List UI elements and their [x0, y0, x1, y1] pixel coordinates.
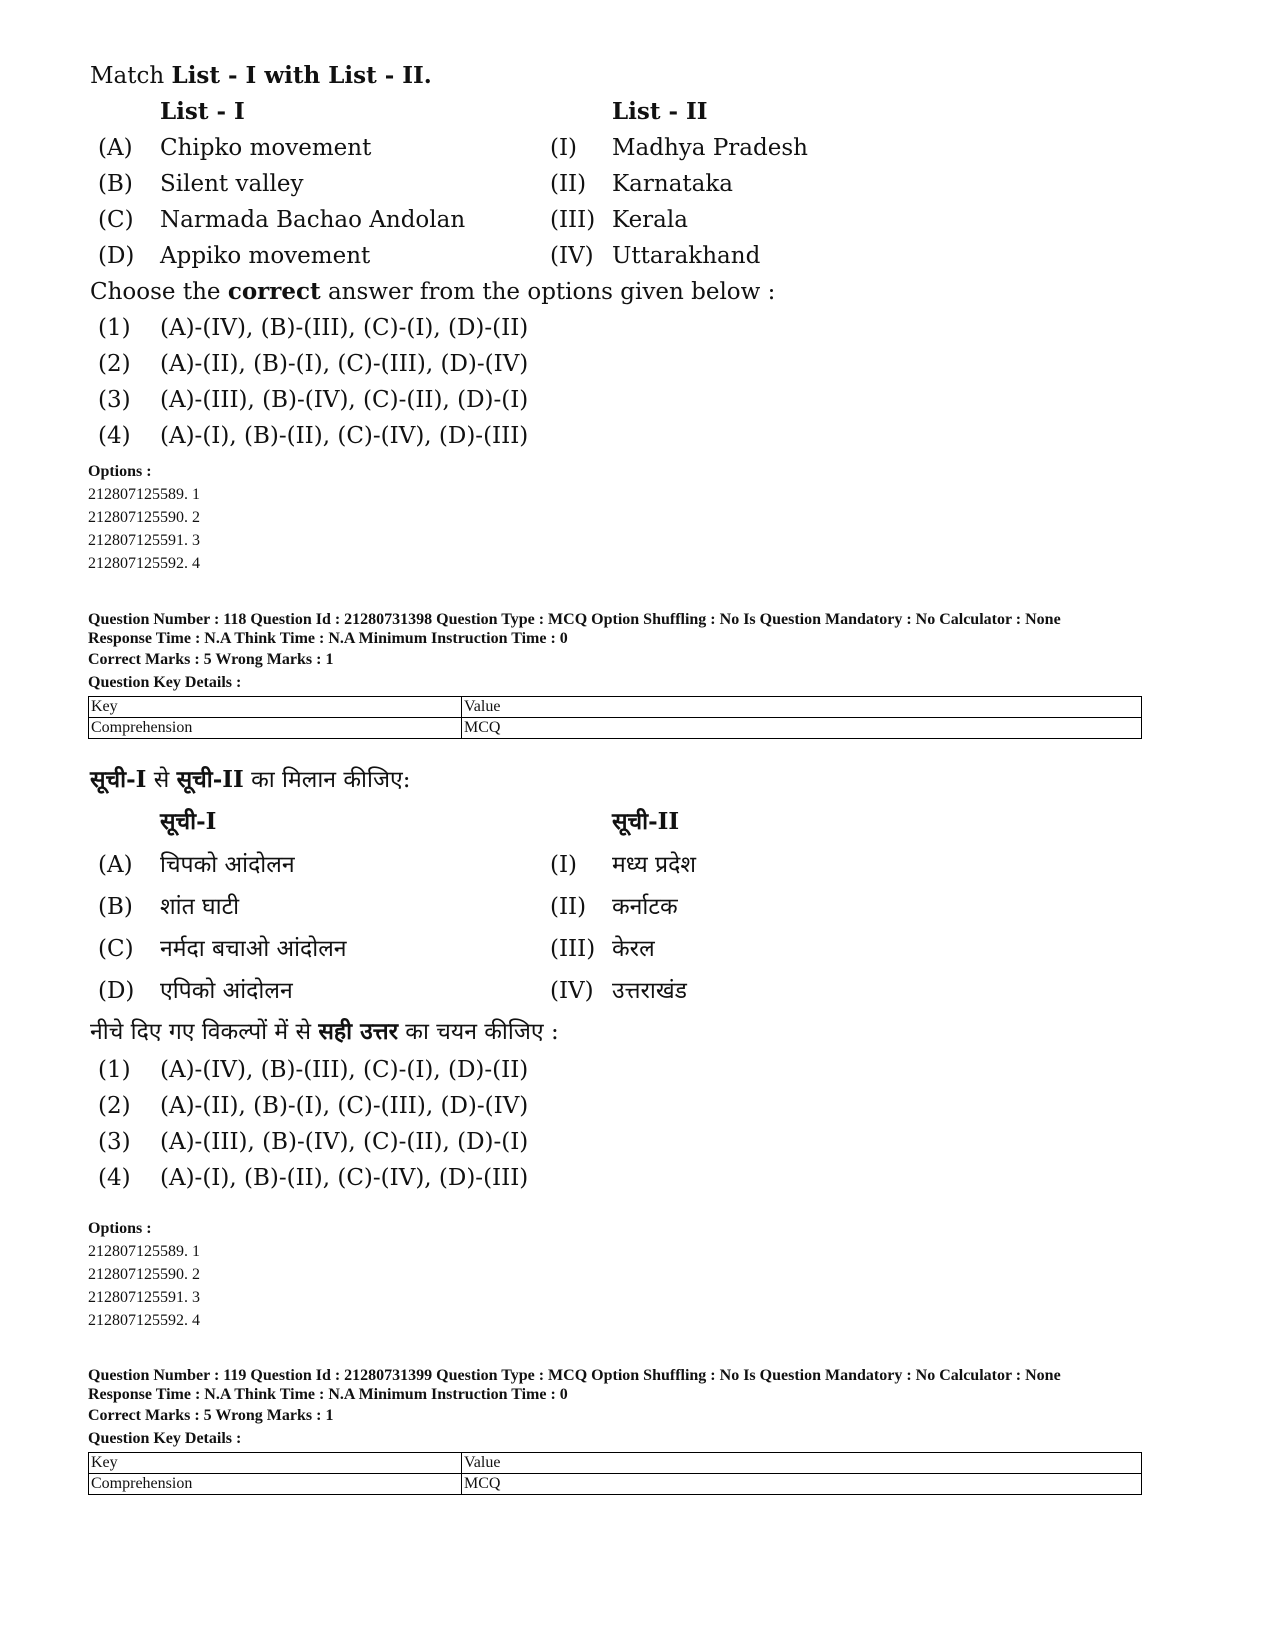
list-2-item: Kerala: [612, 207, 688, 233]
answer-number: (2): [98, 1093, 131, 1119]
question-header-line: Question Number : 118 Question Id : 21280731398 Question Type : MCQ Option Shuffling : No Is Question Mandatory : No Calculator : None: [88, 611, 1061, 628]
answer-number: (4): [98, 423, 131, 449]
choose-prefix: Choose the: [90, 279, 228, 305]
options-label: Options :: [88, 1220, 152, 1237]
match-row: [90, 928, 1190, 970]
answer-text: (A)-(II), (B)-(I), (C)-(III), (D)-(IV): [160, 351, 529, 377]
choose-prefix: नीचे दिए गए विकल्पों में से: [90, 1019, 319, 1045]
list-2-item: कर्नाटक: [612, 894, 678, 920]
option-id: 212807125590. 2: [88, 509, 200, 526]
answer-text: (A)-(IV), (B)-(III), (C)-(I), (D)-(II): [160, 1057, 529, 1083]
list-2-header: सूची-II: [612, 808, 680, 835]
list-1-item: शांत घाटी: [160, 894, 240, 920]
list-2-item: Madhya Pradesh: [612, 135, 808, 161]
key-details-table: [88, 1452, 1142, 1495]
list-1-item: चिपको आंदोलन: [160, 852, 295, 878]
table-row: [89, 1474, 1142, 1495]
list-1-header: List - I: [160, 98, 245, 125]
key-details-label: Question Key Details :: [88, 674, 242, 691]
marks-line: Correct Marks : 5 Wrong Marks : 1: [88, 1407, 334, 1424]
option-id: 212807125589. 1: [88, 1243, 200, 1260]
match-row: [90, 202, 1190, 238]
list-1-label: (C): [98, 207, 134, 233]
list-2-item: मध्य प्रदेश: [612, 852, 696, 878]
question-118-options: [88, 1217, 1188, 1332]
list-1-header: सूची-I: [160, 808, 217, 835]
list-1-item: Chipko movement: [160, 135, 372, 161]
list-1-label: (C): [98, 936, 134, 962]
answer-number: (1): [98, 315, 131, 341]
match-row: [90, 166, 1190, 202]
value-header-cell: Value: [462, 1453, 1142, 1474]
question-header-line: Question Number : 119 Question Id : 21280731399 Question Type : MCQ Option Shuffling : No Is Question Mandatory : No Calculator : None: [88, 1367, 1061, 1384]
list-2-label: (III): [550, 207, 596, 233]
list-2-label: (II): [550, 894, 587, 920]
key-header-cell: Key: [89, 697, 462, 718]
question-timing-line: Response Time : N.A Think Time : N.A Minimum Instruction Time : 0: [88, 630, 568, 647]
question-119-header: [88, 1366, 1188, 1495]
option-id: 212807125592. 4: [88, 1312, 200, 1329]
match-instruction-mid: से: [146, 767, 177, 793]
table-row: [89, 1453, 1142, 1474]
answer-choice: [90, 1160, 1190, 1196]
list-1-label: (A): [98, 135, 133, 161]
list-2-label: (II): [550, 171, 587, 197]
question-118-hindi: [90, 760, 1190, 1196]
list-2-label: (III): [550, 936, 596, 962]
list-2-label: (IV): [550, 243, 594, 269]
answer-text: (A)-(IV), (B)-(III), (C)-(I), (D)-(II): [160, 315, 529, 341]
choose-suffix: का चयन कीजिए :: [398, 1019, 559, 1045]
list-1-label: (A): [98, 852, 133, 878]
list-1-label: (B): [98, 894, 133, 920]
question-117-english: [90, 58, 1190, 454]
list-2-label: (I): [550, 852, 578, 878]
answer-number: (4): [98, 1165, 131, 1191]
list-1-label: (D): [98, 978, 135, 1004]
table-row: [89, 718, 1142, 739]
marks-line: Correct Marks : 5 Wrong Marks : 1: [88, 651, 334, 668]
option-id: 212807125589. 1: [88, 486, 200, 503]
match-row: [90, 970, 1190, 1012]
list-1-item: Narmada Bachao Andolan: [160, 207, 466, 233]
answer-number: (2): [98, 351, 131, 377]
question-117-options: [88, 460, 1188, 575]
list-1-item: एपिको आंदोलन: [160, 978, 293, 1004]
answer-text: (A)-(III), (B)-(IV), (C)-(II), (D)-(I): [160, 1129, 529, 1155]
question-timing-line: Response Time : N.A Think Time : N.A Minimum Instruction Time : 0: [88, 1386, 568, 1403]
answer-number: (3): [98, 1129, 131, 1155]
answer-choice: [90, 418, 1190, 454]
choose-bold: सही उत्तर: [318, 1018, 398, 1045]
list-2-item: Uttarakhand: [612, 243, 761, 269]
answer-choice: [90, 1052, 1190, 1088]
choose-suffix: answer from the options given below :: [320, 279, 776, 305]
answer-choice: [90, 382, 1190, 418]
value-cell: MCQ: [462, 1474, 1142, 1495]
answer-choice: [90, 1088, 1190, 1124]
list-headers: [90, 800, 1190, 844]
list-1-label: (D): [98, 243, 135, 269]
list-1-label: (B): [98, 171, 133, 197]
value-cell: MCQ: [462, 718, 1142, 739]
answer-text: (A)-(II), (B)-(I), (C)-(III), (D)-(IV): [160, 1093, 529, 1119]
key-details-label: Question Key Details :: [88, 1430, 242, 1447]
list-1-item: नर्मदा बचाओ आंदोलन: [160, 936, 347, 962]
list-2-header: List - II: [612, 98, 708, 125]
list-2-label: (IV): [550, 978, 594, 1004]
list-1-item: Appiko movement: [160, 243, 371, 269]
key-header-cell: Key: [89, 1453, 462, 1474]
match-row: [90, 238, 1190, 274]
answer-text: (A)-(I), (B)-(II), (C)-(IV), (D)-(III): [160, 1165, 529, 1191]
key-cell: Comprehension: [89, 1474, 462, 1495]
option-id: 212807125591. 3: [88, 1289, 200, 1306]
list-2-item: उत्तराखंड: [612, 978, 687, 1004]
choose-instruction: [90, 274, 1190, 310]
choose-instruction: [90, 1012, 1190, 1052]
match-row: [90, 844, 1190, 886]
match-instruction-bold-2: सूची-II: [176, 766, 244, 793]
match-instruction-bold: List - I with List - II.: [171, 62, 432, 89]
list-2-item: Karnataka: [612, 171, 734, 197]
answer-choice: [90, 346, 1190, 382]
match-instruction: [90, 58, 1190, 94]
answer-text: (A)-(I), (B)-(II), (C)-(IV), (D)-(III): [160, 423, 529, 449]
choose-bold: correct: [227, 278, 321, 305]
match-instruction-suffix: का मिलान कीजिए:: [243, 767, 411, 793]
answer-number: (1): [98, 1057, 131, 1083]
match-row: [90, 886, 1190, 928]
match-row: [90, 130, 1190, 166]
table-row: [89, 697, 1142, 718]
option-id: 212807125590. 2: [88, 1266, 200, 1283]
list-2-item: केरल: [612, 936, 655, 962]
option-id: 212807125591. 3: [88, 532, 200, 549]
match-instruction: [90, 760, 1190, 800]
options-label: Options :: [88, 463, 152, 480]
value-header-cell: Value: [462, 697, 1142, 718]
list-1-item: Silent valley: [160, 171, 304, 197]
match-instruction-bold-1: सूची-I: [90, 766, 147, 793]
answer-text: (A)-(III), (B)-(IV), (C)-(II), (D)-(I): [160, 387, 529, 413]
match-instruction-prefix: Match: [90, 63, 172, 89]
key-cell: Comprehension: [89, 718, 462, 739]
key-details-table: [88, 696, 1142, 739]
list-2-label: (I): [550, 135, 578, 161]
option-id: 212807125592. 4: [88, 555, 200, 572]
answer-choice: [90, 310, 1190, 346]
list-headers: [90, 94, 1190, 130]
question-118-header: [88, 610, 1188, 739]
answer-choice: [90, 1124, 1190, 1160]
answer-number: (3): [98, 387, 131, 413]
